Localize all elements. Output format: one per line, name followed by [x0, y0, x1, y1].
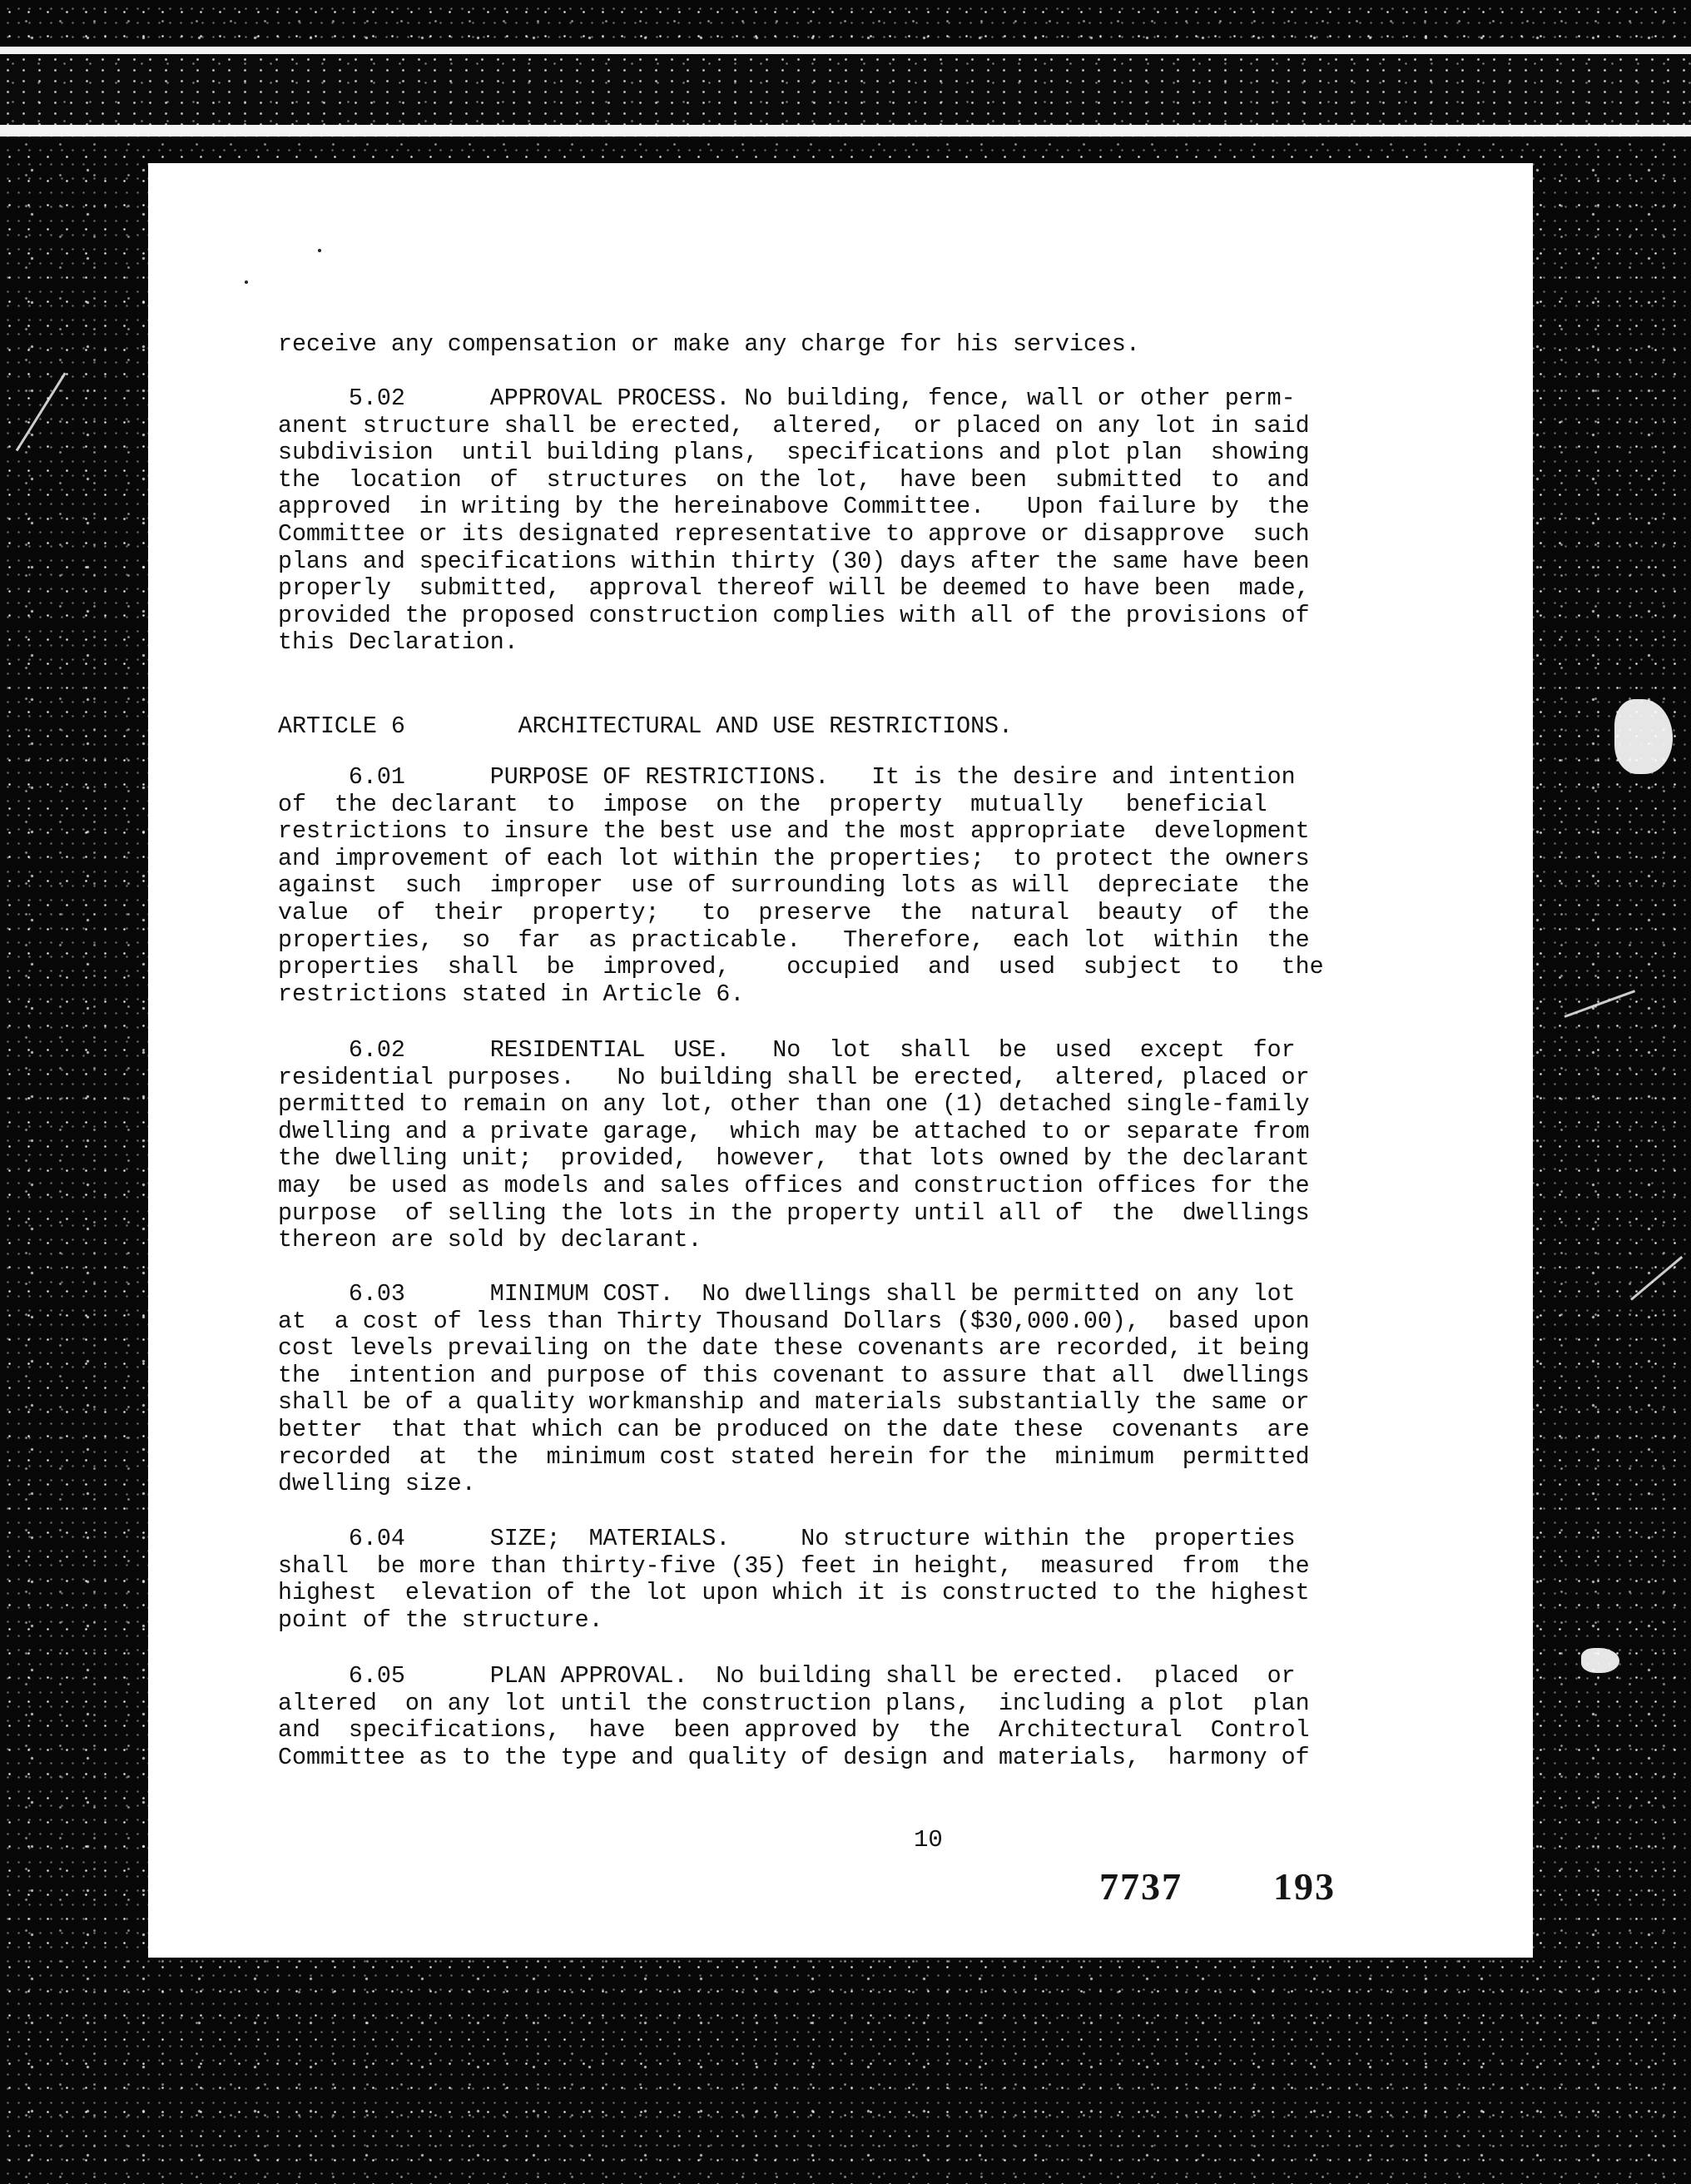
text-line: Committee or its designated representative to approve or disapprove such	[278, 520, 1310, 548]
text-line: 6.02 RESIDENTIAL USE. No lot shall be used except for	[278, 1037, 1296, 1064]
text-line: restrictions stated in Article 6.	[278, 980, 745, 1008]
text-line: receive any compensation or make any charge for his services.	[278, 331, 1140, 358]
text-line: 6.04 SIZE; MATERIALS. No structure within the properties	[278, 1526, 1296, 1552]
text-line: highest elevation of the lot upon which it is constructed to the highest	[278, 1580, 1310, 1607]
text-line: 6.01 PURPOSE OF RESTRICTIONS. It is the desire and intention	[278, 764, 1296, 791]
text-line: the intention and purpose of this covenant to assure that all dwellings	[278, 1362, 1310, 1389]
stray-mark	[245, 280, 248, 284]
text-line: altered on any lot until the construction plans, including a plot plan	[278, 1690, 1310, 1717]
text-line: residential purposes. No building shall be erected, altered, placed or	[278, 1064, 1310, 1091]
text-line: point of the structure.	[278, 1606, 603, 1634]
text-line: recorded at the minimum cost stated herein for the minimum permitted	[278, 1443, 1310, 1471]
text-line: of the declarant to impose on the property mutually beneficial	[278, 791, 1267, 818]
text-line: 5.02 APPROVAL PROCESS. No building, fence, wall or other perm-	[278, 385, 1296, 412]
text-line: this Declaration.	[278, 629, 518, 657]
text-line: may be used as models and sales offices and construction offices for the	[278, 1172, 1310, 1199]
article-6-heading	[278, 713, 1463, 741]
text-line: properties shall be improved, occupied and used subject to the	[278, 954, 1324, 981]
text-line: ARTICLE 6 ARCHITECTURAL AND USE RESTRICTIONS.	[278, 713, 1014, 740]
text-line: against such improper use of surrounding lots as will depreciate the	[278, 872, 1310, 900]
text-line: restrictions to insure the best use and the most appropriate development	[278, 818, 1310, 846]
page-number: 10	[914, 1826, 943, 1854]
recording-book-number: 7737	[1099, 1865, 1183, 1908]
text-line: plans and specifications within thirty (30) days after the same have been	[278, 548, 1310, 575]
text-line: subdivision until building plans, specifications and plot plan showing	[278, 439, 1310, 467]
scan-smudge	[1581, 1648, 1619, 1673]
text-line: permitted to remain on any lot, other than one (1) detached single-family	[278, 1091, 1310, 1119]
text-line: dwelling size.	[278, 1471, 476, 1498]
text-line: properly submitted, approval thereof will be deemed to have been made,	[278, 575, 1310, 603]
text-line: and improvement of each lot within the properties; to protect the owners	[278, 845, 1310, 872]
text-line: thereon are sold by declarant.	[278, 1227, 702, 1254]
text-line: 6.05 PLAN APPROVAL. No building shall be erected. placed or	[278, 1663, 1296, 1690]
stray-mark	[318, 249, 321, 252]
text-line: 6.03 MINIMUM COST. No dwellings shall be permitted on any lot	[278, 1281, 1296, 1308]
paragraph-continuation	[278, 331, 1463, 359]
text-line: the dwelling unit; provided, however, that lots owned by the declarant	[278, 1145, 1310, 1173]
text-line: and specifications, have been approved by the Architectural Control	[278, 1717, 1310, 1745]
text-line: dwelling and a private garage, which may be attached to or separate from	[278, 1118, 1310, 1145]
section-6-02-residential-use	[278, 1037, 1463, 1254]
scan-smudge	[1614, 699, 1673, 774]
text-line: value of their property; to preserve the natural beauty of the	[278, 899, 1310, 926]
section-6-01-purpose	[278, 764, 1463, 1008]
text-line: approved in writing by the hereinabove Committee. Upon failure by the	[278, 494, 1310, 521]
text-line: purpose of selling the lots in the property until all of the dwellings	[278, 1199, 1310, 1227]
recording-page-number: 193	[1273, 1865, 1336, 1908]
text-line: anent structure shall be erected, altered, or placed on any lot in said	[278, 412, 1310, 439]
text-line: shall be more than thirty-five (35) feet in height, measured from the	[278, 1552, 1310, 1580]
section-5-02-approval-process	[278, 385, 1463, 657]
section-6-04-size-materials	[278, 1526, 1463, 1634]
text-line: shall be of a quality workmanship and materials substantially the same or	[278, 1389, 1310, 1417]
section-6-03-minimum-cost	[278, 1281, 1463, 1498]
document-page	[148, 163, 1533, 1958]
text-line: properties, so far as practicable. Therefore, each lot within the	[278, 926, 1310, 954]
text-line: cost levels prevailing on the date these covenants are recorded, it being	[278, 1335, 1310, 1363]
scan-top-stripe	[0, 47, 1691, 54]
text-line: better that that which can be produced on the date these covenants are	[278, 1416, 1310, 1443]
text-line: at a cost of less than Thirty Thousand Dollars ($30,000.00), based upon	[278, 1308, 1310, 1335]
scan-noise-band	[0, 54, 1691, 125]
section-6-05-plan-approval	[278, 1663, 1463, 1771]
text-line: the location of structures on the lot, have been submitted to and	[278, 466, 1310, 494]
text-line: provided the proposed construction complies with all of the provisions of	[278, 602, 1310, 629]
text-line: Committee as to the type and quality of design and materials, harmony of	[278, 1744, 1310, 1771]
scan-top-stripe	[0, 125, 1691, 136]
